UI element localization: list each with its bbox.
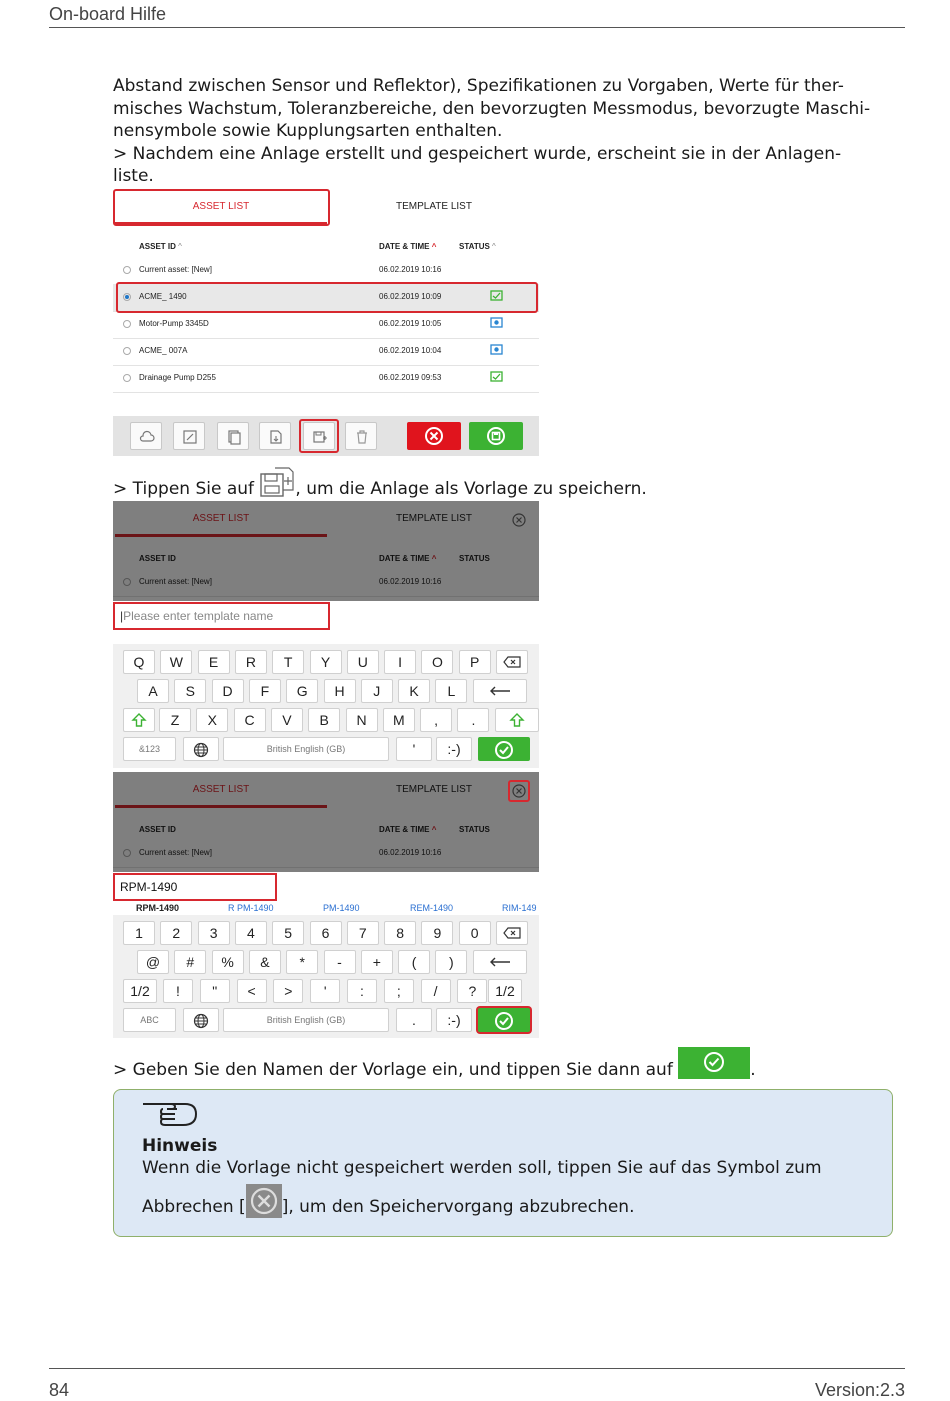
keyboard	[113, 915, 539, 1038]
key[interactable]: !	[163, 979, 193, 1003]
save-template-icon	[259, 466, 295, 500]
mode-switch-key[interactable]: &123	[123, 737, 176, 761]
save-button[interactable]	[469, 422, 523, 450]
key[interactable]: ;	[384, 979, 414, 1003]
suggestion[interactable]: PM-1490	[323, 903, 360, 913]
key[interactable]: ?	[457, 979, 487, 1003]
key[interactable]: 8	[384, 921, 416, 945]
key[interactable]: J	[361, 679, 393, 703]
page-header-title: On-board Hilfe	[49, 4, 167, 24]
key[interactable]: &	[249, 950, 281, 974]
suggestion-bar	[113, 901, 539, 915]
key[interactable]: C	[234, 708, 266, 732]
asset-date: 06.02.2019 09:53	[379, 373, 442, 382]
key[interactable]: ,	[420, 708, 452, 732]
key[interactable]: )	[435, 950, 467, 974]
export-icon	[268, 429, 284, 445]
column-header-date[interactable]: DATE & TIME ^	[379, 242, 437, 251]
radio-icon[interactable]	[123, 320, 131, 328]
hint-title: Hinweis	[142, 1136, 218, 1156]
key[interactable]: <	[237, 979, 267, 1003]
step-1-before: > Tippen Sie auf	[113, 479, 260, 499]
page-number: 84	[49, 1380, 70, 1400]
key[interactable]: .	[457, 708, 489, 732]
key[interactable]: %	[212, 950, 244, 974]
enter-key[interactable]	[473, 950, 527, 974]
suggestion[interactable]: RIM-149	[502, 903, 537, 913]
apostrophe-key[interactable]: '	[396, 737, 432, 761]
key[interactable]: 9	[421, 921, 453, 945]
selected-row-highlight	[116, 282, 538, 313]
key[interactable]: X	[196, 708, 228, 732]
key[interactable]: 4	[235, 921, 267, 945]
key[interactable]: >	[273, 979, 303, 1003]
backspace-icon	[503, 927, 521, 939]
status-saved-icon	[490, 371, 503, 382]
step-2-before: > Geben Sie den Namen der Vorlage ein, und tippen Sie dann auf	[113, 1060, 673, 1080]
key[interactable]: V	[271, 708, 303, 732]
tab-template-list[interactable]: TEMPLATE LIST	[396, 201, 472, 212]
key[interactable]: *	[286, 950, 318, 974]
step-2-text	[113, 1059, 903, 1082]
intro-line: nensymbole sowie Kupplungsarten enthalten.	[113, 121, 503, 141]
key[interactable]: 0	[459, 921, 491, 945]
suggestion[interactable]: R PM-1490	[228, 903, 274, 913]
smiley-key[interactable]: :-)	[436, 1008, 472, 1032]
asset-id: ACME_ 1490	[139, 292, 187, 301]
delete-asset-button[interactable]	[345, 422, 377, 450]
key[interactable]: 6	[310, 921, 342, 945]
step-1-text	[113, 478, 903, 501]
globe-icon	[193, 742, 209, 758]
language-key[interactable]	[183, 737, 219, 761]
key[interactable]: 5	[272, 921, 304, 945]
column-header-asset-id[interactable]: ASSET ID ^	[139, 242, 182, 251]
key[interactable]: I	[384, 650, 416, 674]
template-name-screenshot	[113, 501, 539, 768]
intro-line: > Nachdem eine Anlage erstellt und gespeichert wurde, erscheint sie in der Anlagen-	[113, 143, 842, 164]
hint-text: Wenn die Vorlage nicht gespeichert werden soll, tippen Sie auf das Symbol zum	[142, 1158, 822, 1178]
radio-icon[interactable]	[123, 347, 131, 355]
key[interactable]: B	[308, 708, 340, 732]
mode-switch-key[interactable]: ABC	[123, 1008, 176, 1032]
key[interactable]: 3	[198, 921, 230, 945]
key[interactable]: 1/2	[488, 979, 522, 1003]
key[interactable]: O	[421, 650, 453, 674]
space-key[interactable]: British English (GB)	[223, 737, 389, 761]
suggestion[interactable]: RPM-1490	[136, 903, 180, 913]
asset-toolbar	[113, 416, 539, 456]
asset-list-screenshot	[113, 189, 539, 456]
key[interactable]: D	[212, 679, 244, 703]
backspace-key[interactable]	[496, 921, 528, 945]
cancel-icon	[407, 422, 461, 450]
key[interactable]: 7	[347, 921, 379, 945]
confirm-key[interactable]	[478, 737, 530, 761]
asset-date: 06.02.2019 10:16	[379, 265, 442, 274]
save-icon	[469, 422, 523, 450]
period-key[interactable]: .	[396, 1008, 432, 1032]
shift-key[interactable]	[123, 708, 155, 732]
key[interactable]: /	[421, 979, 451, 1003]
intro-paragraph	[113, 75, 903, 188]
table-row[interactable]	[113, 311, 539, 339]
tab-bar	[113, 189, 539, 225]
asset-id: ACME_ 007A	[139, 346, 188, 355]
table-row[interactable]	[113, 257, 539, 285]
export-asset-button[interactable]	[259, 422, 291, 450]
trash-icon	[354, 429, 370, 445]
asset-id: Current asset: [New]	[139, 265, 212, 274]
asset-id: Drainage Pump D255	[139, 373, 216, 382]
template-name-input[interactable]: RPM-1490	[113, 873, 277, 901]
key[interactable]: P	[459, 650, 491, 674]
status-measured-icon	[490, 344, 503, 355]
key[interactable]: 2	[160, 921, 192, 945]
check-circle-icon	[493, 739, 515, 761]
key[interactable]: R	[235, 650, 267, 674]
backspace-key[interactable]	[496, 650, 528, 674]
intro-line: Abstand zwischen Sensor und Reflektor), Spezifikationen zu Vorgaben, Werte für ther-	[113, 76, 844, 96]
key[interactable]: Q	[123, 650, 155, 674]
radio-icon[interactable]	[123, 374, 131, 382]
tab-asset-list[interactable]: ASSET LIST	[192, 201, 250, 212]
asset-date: 06.02.2019 10:04	[379, 346, 442, 355]
key[interactable]: F	[249, 679, 281, 703]
key[interactable]: Z	[159, 708, 191, 732]
header-divider	[49, 27, 905, 28]
key[interactable]: T	[272, 650, 304, 674]
asset-id: Motor-Pump 3345D	[139, 319, 209, 328]
intro-line: misches Wachstum, Toleranzbereiche, den bevorzugten Messmodus, bevorzugte Maschi-	[113, 98, 871, 119]
globe-icon	[193, 1013, 209, 1029]
radio-icon[interactable]	[123, 266, 131, 274]
space-key[interactable]: British English (GB)	[223, 1008, 389, 1032]
key[interactable]: Y	[310, 650, 342, 674]
backspace-icon	[503, 656, 521, 668]
asset-date: 06.02.2019 10:09	[379, 292, 442, 301]
template-name-filled-screenshot	[113, 772, 539, 1038]
key[interactable]: +	[361, 950, 393, 974]
copy-icon	[226, 429, 242, 445]
smiley-key[interactable]: :-)	[436, 737, 472, 761]
cloud-sync-button[interactable]	[130, 422, 162, 450]
key[interactable]: :	[347, 979, 377, 1003]
key[interactable]: A	[137, 679, 169, 703]
shift-key[interactable]	[495, 708, 539, 732]
template-name-input[interactable]: |Please enter template name	[113, 602, 330, 630]
modal-overlay	[113, 501, 539, 601]
highlight-frame	[299, 419, 339, 453]
edit-icon	[182, 429, 198, 445]
asset-date: 06.02.2019 10:05	[379, 319, 442, 328]
check-circle-icon	[493, 1010, 515, 1032]
key[interactable]: -	[324, 950, 356, 974]
pointing-hand-icon	[141, 1098, 201, 1128]
copy-asset-button[interactable]	[217, 422, 249, 450]
key[interactable]: W	[160, 650, 192, 674]
key[interactable]: L	[435, 679, 467, 703]
key[interactable]: #	[174, 950, 206, 974]
cloud-icon	[139, 429, 155, 445]
confirm-button-icon	[678, 1047, 750, 1079]
confirm-key[interactable]	[478, 1008, 530, 1032]
table-row[interactable]	[113, 365, 539, 393]
step-2-after: .	[750, 1060, 756, 1080]
footer-divider	[49, 1368, 905, 1369]
key[interactable]: G	[286, 679, 318, 703]
key[interactable]: '	[310, 979, 340, 1003]
document-version: Version:2.3	[814, 1380, 905, 1400]
enter-icon	[488, 956, 512, 968]
key[interactable]: "	[200, 979, 230, 1003]
key[interactable]: @	[137, 950, 169, 974]
step-1-after: , um die Anlage als Vorlage zu speichern.	[295, 479, 647, 499]
shift-icon	[509, 712, 525, 728]
key[interactable]: U	[347, 650, 379, 674]
hint-text: Abbrechen [ ], um den Speichervorgang abzubrechen.	[142, 1197, 635, 1218]
cancel-button[interactable]	[407, 422, 461, 450]
column-header-status[interactable]: STATUS ^	[459, 242, 496, 251]
highlight-frame	[113, 189, 330, 226]
key[interactable]: S	[174, 679, 206, 703]
key[interactable]: H	[324, 679, 356, 703]
close-highlight-frame	[508, 780, 530, 802]
enter-key[interactable]	[473, 679, 527, 703]
key[interactable]: K	[398, 679, 430, 703]
intro-line: liste.	[113, 166, 154, 186]
table-row[interactable]	[113, 338, 539, 366]
edit-asset-button[interactable]	[173, 422, 205, 450]
key[interactable]: E	[198, 650, 230, 674]
language-key[interactable]	[183, 1008, 219, 1032]
key[interactable]: (	[398, 950, 430, 974]
key[interactable]: M	[383, 708, 415, 732]
key[interactable]: 1/2	[123, 979, 157, 1003]
cancel-close-icon	[246, 1184, 282, 1218]
status-measured-icon	[490, 317, 503, 328]
shift-icon	[131, 712, 147, 728]
modal-overlay	[113, 772, 539, 872]
suggestion[interactable]: REM-1490	[410, 903, 454, 913]
key[interactable]: N	[346, 708, 378, 732]
hint-box	[113, 1089, 893, 1237]
keyboard	[113, 644, 539, 768]
key[interactable]: 1	[123, 921, 155, 945]
enter-icon	[488, 685, 512, 697]
